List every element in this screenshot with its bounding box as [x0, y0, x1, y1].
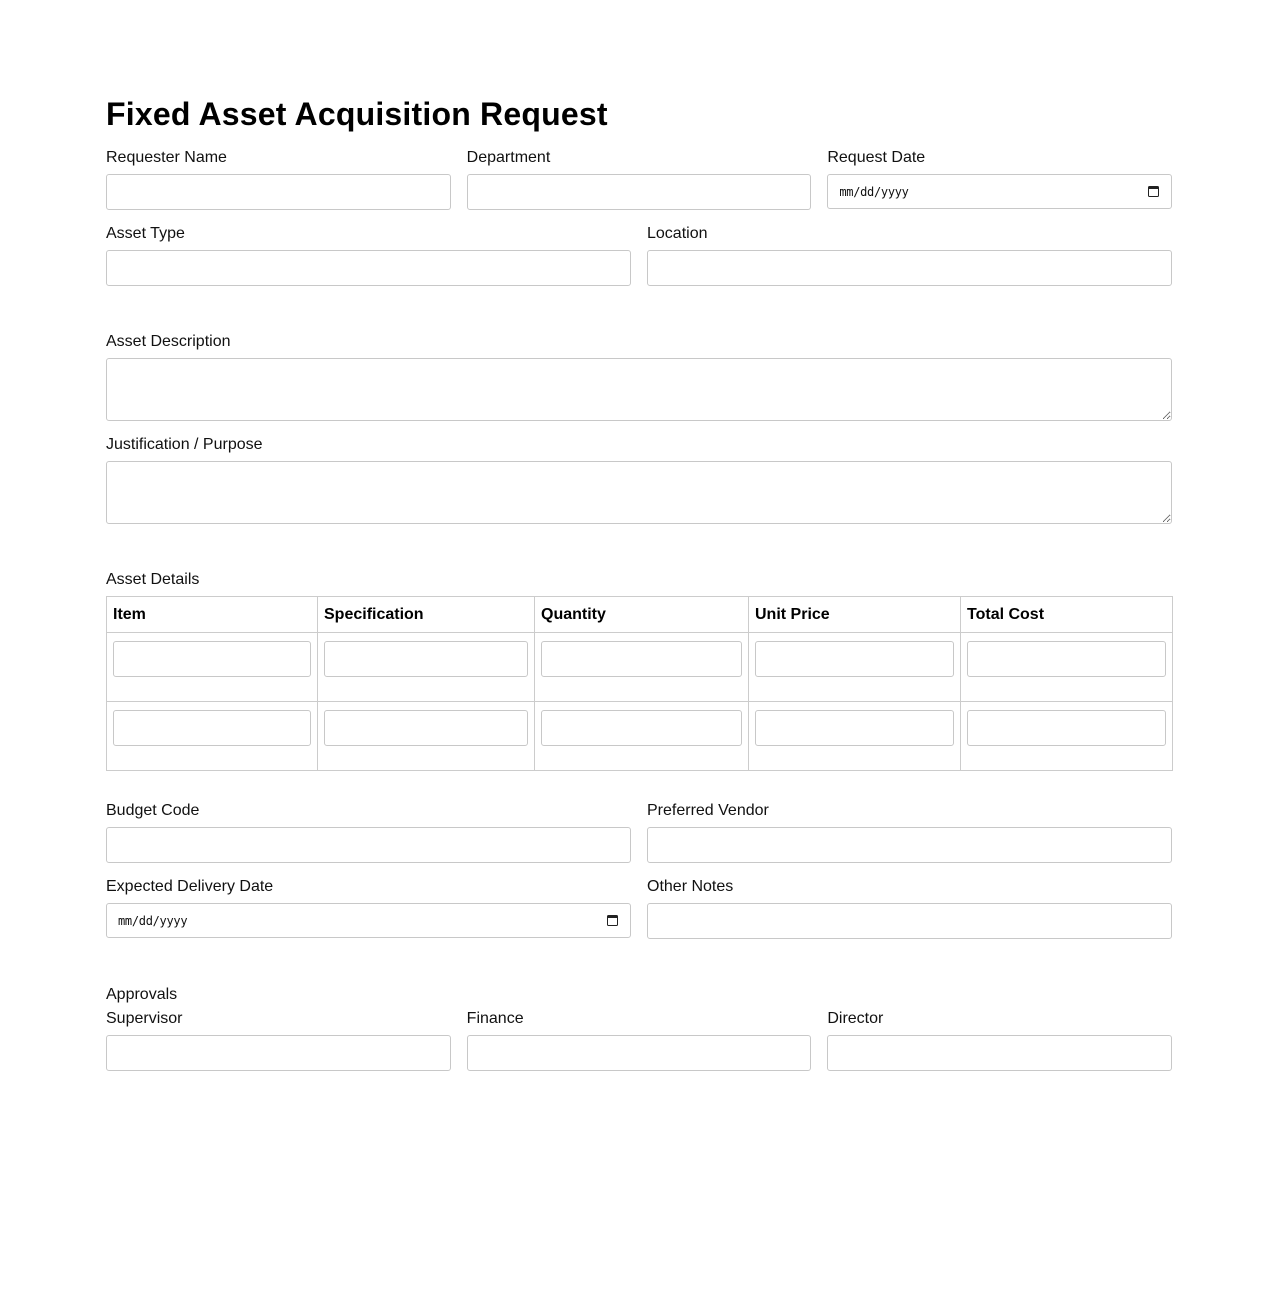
request-date-placeholder: mm/dd/yyyy: [839, 184, 909, 199]
asset-details-section: [106, 570, 1172, 771]
department-input[interactable]: [467, 174, 812, 210]
table-cell: [107, 633, 318, 702]
unit-price-input-row-1[interactable]: [755, 641, 954, 677]
department-group: [467, 148, 812, 210]
column-header-quantity: Quantity: [535, 597, 749, 633]
column-header-unit-price: Unit Price: [749, 597, 961, 633]
budget-code-input[interactable]: [106, 827, 631, 863]
column-header-total-cost: Total Cost: [961, 597, 1173, 633]
quantity-input-row-2[interactable]: [541, 710, 742, 746]
table-cell: [961, 702, 1173, 771]
table-row: [107, 702, 1173, 771]
table-cell: [535, 633, 749, 702]
finance-label: Finance: [466, 1010, 524, 1027]
budget-code-group: [106, 801, 631, 863]
column-header-specification: Specification: [318, 597, 535, 633]
total-cost-input-row-1[interactable]: [967, 641, 1166, 677]
preferred-vendor-label: Preferred Vendor: [647, 802, 769, 819]
asset-description-group: [106, 332, 1172, 421]
request-date-label: Request Date: [827, 149, 926, 166]
requester-name-label: Requester Name: [106, 149, 227, 166]
requester-name-input[interactable]: [106, 174, 451, 210]
table-cell: [318, 702, 535, 771]
request-date-group: [827, 148, 1172, 210]
director-input[interactable]: [827, 1035, 1172, 1071]
other-notes-group: [647, 877, 1172, 939]
approvals-label: Approvals: [106, 986, 178, 1003]
asset-description-textarea[interactable]: [106, 358, 1172, 421]
table-cell: [749, 702, 961, 771]
asset-details-label: Asset Details: [106, 571, 200, 588]
table-cell: [535, 702, 749, 771]
asset-type-label: Asset Type: [106, 225, 185, 242]
justification-textarea[interactable]: [106, 461, 1172, 524]
budget-code-label: Budget Code: [106, 802, 200, 819]
total-cost-input-row-2[interactable]: [967, 710, 1166, 746]
justification-label: Justification / Purpose: [106, 436, 263, 453]
asset-type-input[interactable]: [106, 250, 631, 286]
supervisor-input[interactable]: [106, 1035, 451, 1071]
delivery-row: [106, 877, 1172, 939]
expected-delivery-date-label: Expected Delivery Date: [106, 878, 274, 895]
other-notes-label: Other Notes: [647, 878, 734, 895]
expected-delivery-date-input[interactable]: [106, 903, 631, 938]
calendar-icon[interactable]: [607, 915, 618, 926]
item-input-row-2[interactable]: [113, 710, 311, 746]
request-date-input[interactable]: [827, 174, 1172, 209]
supervisor-group: [106, 1009, 451, 1071]
item-input-row-1[interactable]: [113, 641, 311, 677]
approvals-section: [106, 985, 1172, 1071]
requester-name-group: [106, 148, 451, 210]
director-group: [827, 1009, 1172, 1071]
director-label: Director: [827, 1010, 884, 1027]
specification-input-row-1[interactable]: [324, 641, 528, 677]
unit-price-input-row-2[interactable]: [755, 710, 954, 746]
supervisor-label: Supervisor: [106, 1010, 183, 1027]
table-row: [107, 633, 1173, 702]
approvals-row: [106, 1009, 1172, 1071]
location-input[interactable]: [647, 250, 1172, 286]
page-title: Fixed Asset Acquisition Request: [106, 96, 608, 132]
table-header-row: [107, 597, 1173, 633]
column-header-item: Item: [107, 597, 318, 633]
quantity-input-row-1[interactable]: [541, 641, 742, 677]
table-cell: [961, 633, 1173, 702]
asset-details-table: [106, 596, 1173, 771]
table-cell: [749, 633, 961, 702]
asset-description-label: Asset Description: [106, 333, 231, 350]
budget-row: [106, 801, 1172, 863]
acquisition-form: [106, 94, 1172, 1071]
table-cell: [107, 702, 318, 771]
calendar-icon[interactable]: [1148, 186, 1159, 197]
location-group: [647, 224, 1172, 286]
expected-delivery-date-group: [106, 877, 631, 939]
other-notes-input[interactable]: [647, 903, 1172, 939]
specification-input-row-2[interactable]: [324, 710, 528, 746]
preferred-vendor-input[interactable]: [647, 827, 1172, 863]
preferred-vendor-group: [647, 801, 1172, 863]
requester-row: [106, 148, 1172, 210]
finance-input[interactable]: [467, 1035, 812, 1071]
finance-group: [467, 1009, 812, 1071]
justification-group: [106, 435, 1172, 524]
asset-type-group: [106, 224, 631, 286]
asset-type-row: [106, 224, 1172, 286]
location-label: Location: [647, 225, 708, 242]
table-cell: [318, 633, 535, 702]
department-label: Department: [466, 149, 551, 166]
expected-delivery-date-placeholder: mm/dd/yyyy: [118, 913, 188, 928]
